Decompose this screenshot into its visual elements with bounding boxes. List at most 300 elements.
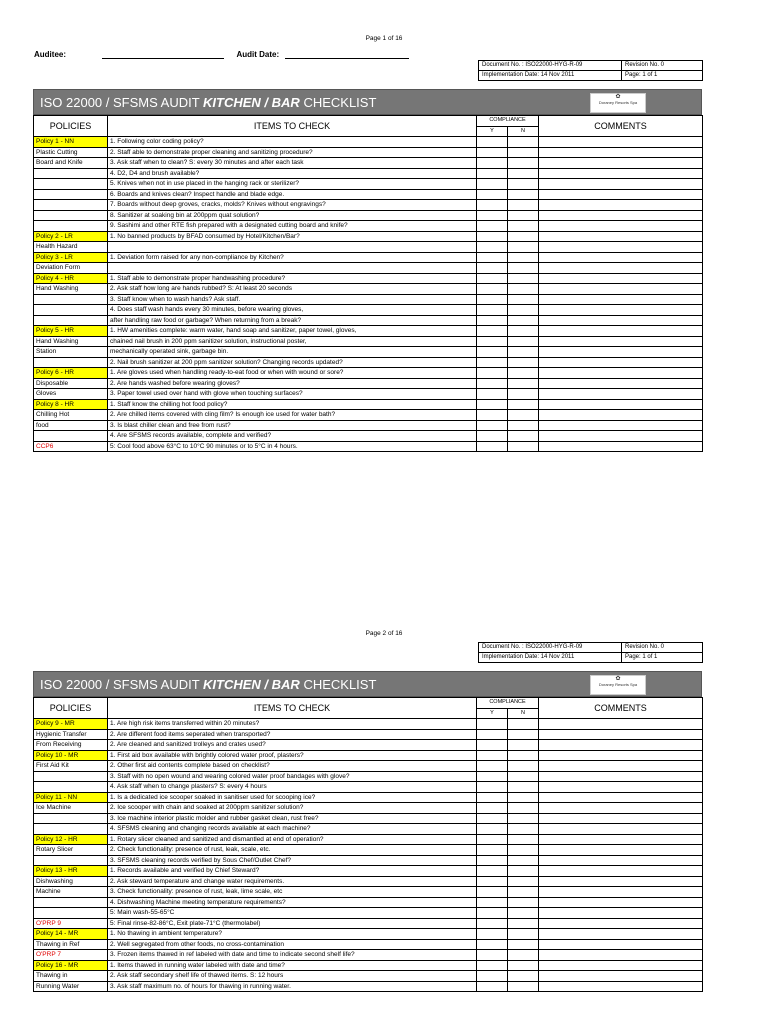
compliance-yes-cell[interactable] — [477, 981, 508, 992]
item-cell: mechanically operated sink, garbage bin. — [108, 347, 477, 358]
item-cell: 1. Deviation form raised for any non-compliance by Kitchen? — [108, 252, 477, 263]
compliance-no-cell[interactable] — [508, 441, 539, 452]
compliance-no-cell[interactable] — [508, 252, 539, 263]
compliance-no-cell[interactable] — [508, 897, 539, 908]
policy-cell: Machine — [34, 887, 108, 898]
compliance-no-cell[interactable] — [508, 929, 539, 940]
compliance-yes-cell[interactable] — [477, 950, 508, 961]
item-cell: 2. Well segregated from other foods, no cross-contamination — [108, 939, 477, 950]
comments-cell[interactable] — [539, 929, 703, 940]
item-cell: 2. Ask steward temperature and change water requirements. — [108, 876, 477, 887]
compliance-yes-cell[interactable] — [477, 399, 508, 410]
policy-cell — [34, 179, 108, 190]
compliance-no-cell[interactable] — [508, 326, 539, 337]
policy-cell — [34, 824, 108, 835]
compliance-no-cell[interactable] — [508, 368, 539, 379]
comments-cell[interactable] — [539, 792, 703, 803]
compliance-yes-cell[interactable] — [477, 719, 508, 730]
compliance-no-cell[interactable] — [508, 315, 539, 326]
item-cell: 2. Ice scooper with chain and soaked at 200ppm sanitizer solution? — [108, 803, 477, 814]
compliance-header: COMPLIANCE — [477, 116, 539, 127]
comments-cell[interactable] — [539, 855, 703, 866]
compliance-no-cell[interactable] — [508, 399, 539, 410]
comments-cell[interactable] — [539, 845, 703, 856]
comments-cell[interactable] — [539, 294, 703, 305]
compliance-yes-cell[interactable] — [477, 368, 508, 379]
compliance-yes-cell[interactable] — [477, 771, 508, 782]
hotel-logo: ✿ Doraney Resorts Spa — [590, 675, 646, 695]
comments-cell[interactable] — [539, 876, 703, 887]
title-part-c: CHECKLIST — [299, 95, 377, 110]
policy-cell: Board and Knife — [34, 158, 108, 169]
compliance-no-cell[interactable] — [508, 887, 539, 898]
compliance-yes-cell[interactable] — [477, 761, 508, 772]
comments-cell[interactable] — [539, 420, 703, 431]
compliance-no-cell[interactable] — [508, 263, 539, 274]
comments-cell[interactable] — [539, 981, 703, 992]
table-row — [34, 179, 703, 190]
comments-header: COMMENTS — [539, 698, 703, 719]
policy-cell: Policy 6 - HR — [34, 368, 108, 379]
item-cell: 2. Staff able to demonstrate proper cleaning and sanitizing procedure? — [108, 147, 477, 158]
compliance-yes-cell[interactable] — [477, 855, 508, 866]
yes-header: Y — [477, 708, 508, 719]
items-header: ITEMS TO CHECK — [108, 698, 477, 719]
policy-cell: Policy 13 - HR — [34, 866, 108, 877]
compliance-yes-cell[interactable] — [477, 221, 508, 232]
compliance-no-cell[interactable] — [508, 960, 539, 971]
compliance-no-cell[interactable] — [508, 855, 539, 866]
audit-date-field[interactable] — [285, 48, 409, 59]
item-cell: 1. Is a dedicated ice scooper soaked in sanitiser used for scooping ice? — [108, 792, 477, 803]
item-cell: 4. Ask staff when to change plasters? S: every 4 hours — [108, 782, 477, 793]
comments-cell[interactable] — [539, 729, 703, 740]
compliance-no-cell[interactable] — [508, 137, 539, 148]
compliance-no-cell[interactable] — [508, 389, 539, 400]
table-row — [34, 357, 703, 368]
compliance-no-cell[interactable] — [508, 168, 539, 179]
comments-cell[interactable] — [539, 908, 703, 919]
compliance-yes-cell[interactable] — [477, 887, 508, 898]
policy-cell: Ice Machine — [34, 803, 108, 814]
item-cell: 1. No thawing in ambient temperature? — [108, 929, 477, 940]
document-info-box — [478, 60, 703, 81]
compliance-yes-cell[interactable] — [477, 336, 508, 347]
compliance-yes-cell[interactable] — [477, 284, 508, 295]
comments-cell[interactable] — [539, 368, 703, 379]
comments-cell[interactable] — [539, 813, 703, 824]
item-cell: 2. Are hands washed before wearing gloves? — [108, 378, 477, 389]
policy-cell: Policy 14 - MR — [34, 929, 108, 940]
table-row — [34, 771, 703, 782]
compliance-yes-cell[interactable] — [477, 378, 508, 389]
compliance-no-cell[interactable] — [508, 200, 539, 211]
comments-cell[interactable] — [539, 782, 703, 793]
policy-cell: First Aid Kit — [34, 761, 108, 772]
document-number: Document No. : ISO22000-HYG-R-09 — [479, 61, 622, 71]
compliance-yes-cell[interactable] — [477, 315, 508, 326]
comments-cell[interactable] — [539, 918, 703, 929]
policy-cell: Hand Washing — [34, 284, 108, 295]
compliance-yes-cell[interactable] — [477, 242, 508, 253]
compliance-no-cell[interactable] — [508, 273, 539, 284]
comments-cell[interactable] — [539, 399, 703, 410]
compliance-yes-cell[interactable] — [477, 803, 508, 814]
compliance-no-cell[interactable] — [508, 918, 539, 929]
compliance-no-cell[interactable] — [508, 771, 539, 782]
policy-cell: Dishwashing — [34, 876, 108, 887]
compliance-yes-cell[interactable] — [477, 158, 508, 169]
comments-cell[interactable] — [539, 761, 703, 772]
compliance-yes-cell[interactable] — [477, 431, 508, 442]
compliance-yes-cell[interactable] — [477, 960, 508, 971]
comments-cell[interactable] — [539, 803, 703, 814]
item-cell: 4. SFSMS cleaning and changing records available at each machine? — [108, 824, 477, 835]
compliance-no-cell[interactable] — [508, 813, 539, 824]
item-cell: 1. Records available and verified by Chief Steward? — [108, 866, 477, 877]
policy-cell: Hand Washing — [34, 336, 108, 347]
policies-header: POLICIES — [34, 698, 108, 719]
policy-cell: Policy 4 - HR — [34, 273, 108, 284]
comments-cell[interactable] — [539, 719, 703, 730]
compliance-yes-cell[interactable] — [477, 210, 508, 221]
compliance-yes-cell[interactable] — [477, 929, 508, 940]
checklist-title — [33, 89, 702, 115]
page-of: Page: 1 of 1 — [622, 71, 703, 81]
compliance-no-cell[interactable] — [508, 357, 539, 368]
hotel-logo: ✿ Doraney Resorts Spa — [590, 93, 646, 113]
no-header: N — [508, 126, 539, 137]
table-row — [34, 221, 703, 232]
comments-cell[interactable] — [539, 939, 703, 950]
comments-cell[interactable] — [539, 740, 703, 751]
comments-cell[interactable] — [539, 866, 703, 877]
compliance-no-cell[interactable] — [508, 866, 539, 877]
compliance-no-cell[interactable] — [508, 305, 539, 316]
comments-cell[interactable] — [539, 179, 703, 190]
compliance-yes-cell[interactable] — [477, 750, 508, 761]
compliance-no-cell[interactable] — [508, 378, 539, 389]
item-cell: 7. Boards without deep groves, cracks, molds? Knives without engravings? — [108, 200, 477, 211]
policy-cell — [34, 315, 108, 326]
item-cell: 3. Ice machine interior plastic molder and rubber gasket clean, rust free? — [108, 813, 477, 824]
comments-cell[interactable] — [539, 971, 703, 982]
item-cell: 8. Sanitizer at soaking bin at 200ppm quat solution? — [108, 210, 477, 221]
implementation-date: Implementation Date: 14 Nov 2011 — [479, 71, 622, 81]
compliance-no-cell[interactable] — [508, 981, 539, 992]
compliance-yes-cell[interactable] — [477, 200, 508, 211]
comments-cell[interactable] — [539, 252, 703, 263]
compliance-no-cell[interactable] — [508, 729, 539, 740]
compliance-yes-cell[interactable] — [477, 729, 508, 740]
compliance-yes-cell[interactable] — [477, 252, 508, 263]
compliance-yes-cell[interactable] — [477, 813, 508, 824]
policy-cell: Policy 11 - NN — [34, 792, 108, 803]
item-cell: 1. First aid box available with brightly colored water proof, plasters? — [108, 750, 477, 761]
compliance-yes-cell[interactable] — [477, 834, 508, 845]
table-row — [34, 971, 703, 982]
compliance-yes-cell[interactable] — [477, 357, 508, 368]
table-row — [34, 137, 703, 148]
compliance-no-cell[interactable] — [508, 210, 539, 221]
comments-cell[interactable] — [539, 189, 703, 200]
item-cell: 2. Other first aid contents complete based on checklist? — [108, 761, 477, 772]
comments-cell[interactable] — [539, 441, 703, 452]
item-cell: 4. Does staff wash hands every 30 minutes, before wearing gloves, — [108, 305, 477, 316]
policy-cell: Policy 1 - NN — [34, 137, 108, 148]
policy-cell: Policy 9 - MR — [34, 719, 108, 730]
compliance-no-cell[interactable] — [508, 761, 539, 772]
compliance-no-cell[interactable] — [508, 792, 539, 803]
item-cell: after handling raw food or garbage? When returning from a break? — [108, 315, 477, 326]
compliance-yes-cell[interactable] — [477, 939, 508, 950]
compliance-yes-cell[interactable] — [477, 147, 508, 158]
compliance-yes-cell[interactable] — [477, 897, 508, 908]
item-cell: 9. Sashimi and other RTE fish prepared with a designated cutting board and knife? — [108, 221, 477, 232]
table-row — [34, 389, 703, 400]
item-cell — [108, 263, 477, 274]
compliance-no-cell[interactable] — [508, 347, 539, 358]
comments-cell[interactable] — [539, 137, 703, 148]
comments-cell[interactable] — [539, 158, 703, 169]
compliance-no-cell[interactable] — [508, 420, 539, 431]
table-row — [34, 284, 703, 295]
comments-cell[interactable] — [539, 347, 703, 358]
compliance-no-cell[interactable] — [508, 336, 539, 347]
comments-cell[interactable] — [539, 336, 703, 347]
item-cell: 1. Rotary slicer cleaned and sanitized and dismantled at end of operation? — [108, 834, 477, 845]
table-row — [34, 719, 703, 730]
item-cell: 6. Boards and knives clean? Inspect handle and blade edge. — [108, 189, 477, 200]
comments-cell[interactable] — [539, 410, 703, 421]
item-cell: 1. Following color coding policy? — [108, 137, 477, 148]
item-cell: 5: Main wash-55-65°C — [108, 908, 477, 919]
item-cell: 2. Are chilled items covered with cling film? Is enough ice used for water bath? — [108, 410, 477, 421]
table-row — [34, 782, 703, 793]
comments-cell[interactable] — [539, 284, 703, 295]
comments-cell[interactable] — [539, 231, 703, 242]
compliance-header: COMPLIANCE — [477, 698, 539, 709]
table-row — [34, 803, 703, 814]
compliance-no-cell[interactable] — [508, 294, 539, 305]
compliance-no-cell[interactable] — [508, 740, 539, 751]
compliance-no-cell[interactable] — [508, 431, 539, 442]
revision-number: Revision No. 0 — [622, 643, 703, 653]
compliance-yes-cell[interactable] — [477, 971, 508, 982]
compliance-no-cell[interactable] — [508, 834, 539, 845]
item-cell: 4. Dishwashing Machine meeting temperature requirements? — [108, 897, 477, 908]
comments-cell[interactable] — [539, 242, 703, 253]
compliance-no-cell[interactable] — [508, 803, 539, 814]
comments-cell[interactable] — [539, 897, 703, 908]
table-row — [34, 950, 703, 961]
compliance-no-cell[interactable] — [508, 950, 539, 961]
comments-cell[interactable] — [539, 378, 703, 389]
compliance-yes-cell[interactable] — [477, 876, 508, 887]
compliance-no-cell[interactable] — [508, 231, 539, 242]
compliance-yes-cell[interactable] — [477, 137, 508, 148]
checklist-table — [33, 697, 703, 992]
comments-cell[interactable] — [539, 771, 703, 782]
compliance-no-cell[interactable] — [508, 971, 539, 982]
item-cell: 3. Ask staff when to clean? S: every 30 minutes and after each task — [108, 158, 477, 169]
comments-header: COMMENTS — [539, 116, 703, 137]
title-part-b: KITCHEN / BAR — [203, 95, 300, 110]
table-row — [34, 399, 703, 410]
compliance-no-cell[interactable] — [508, 242, 539, 253]
compliance-yes-cell[interactable] — [477, 782, 508, 793]
compliance-no-cell[interactable] — [508, 939, 539, 950]
policy-cell — [34, 189, 108, 200]
comments-cell[interactable] — [539, 315, 703, 326]
compliance-yes-cell[interactable] — [477, 918, 508, 929]
table-row — [34, 431, 703, 442]
compliance-yes-cell[interactable] — [477, 294, 508, 305]
comments-cell[interactable] — [539, 263, 703, 274]
comments-cell[interactable] — [539, 389, 703, 400]
policy-cell: Chilling Hot — [34, 410, 108, 421]
comments-cell[interactable] — [539, 273, 703, 284]
compliance-yes-cell[interactable] — [477, 179, 508, 190]
compliance-yes-cell[interactable] — [477, 168, 508, 179]
compliance-yes-cell[interactable] — [477, 792, 508, 803]
table-row — [34, 824, 703, 835]
document-number: Document No. : ISO22000-HYG-R-09 — [479, 643, 622, 653]
compliance-yes-cell[interactable] — [477, 305, 508, 316]
compliance-yes-cell[interactable] — [477, 908, 508, 919]
policy-cell: Thawing in — [34, 971, 108, 982]
audit-date-label: Audit Date: — [236, 50, 280, 59]
item-cell: 3. Check functionality: presence of rust, leak, lime scale, etc — [108, 887, 477, 898]
compliance-no-cell[interactable] — [508, 782, 539, 793]
compliance-no-cell[interactable] — [508, 189, 539, 200]
compliance-yes-cell[interactable] — [477, 189, 508, 200]
compliance-no-cell[interactable] — [508, 284, 539, 295]
item-cell: 2. Ask staff how long are hands rubbed? S: At least 20 seconds — [108, 284, 477, 295]
item-cell: 3. Paper towel used over hand with glove when touching surfaces? — [108, 389, 477, 400]
item-cell — [108, 242, 477, 253]
table-row — [34, 210, 703, 221]
compliance-no-cell[interactable] — [508, 158, 539, 169]
item-cell: 2. Nail brush sanitizer at 200 ppm sanitizer solution? Changing records updated? — [108, 357, 477, 368]
item-cell: 1. Items thawed in running water labeled with date and time? — [108, 960, 477, 971]
policy-cell: Health Hazard — [34, 242, 108, 253]
table-row — [34, 242, 703, 253]
policy-cell: Station — [34, 347, 108, 358]
item-cell: 3. Staff know when to wash hands? Ask staff. — [108, 294, 477, 305]
comments-cell[interactable] — [539, 305, 703, 316]
table-row — [34, 158, 703, 169]
logo-text: Doraney Resorts Spa — [598, 100, 638, 105]
compliance-no-cell[interactable] — [508, 221, 539, 232]
comments-cell[interactable] — [539, 168, 703, 179]
table-row — [34, 252, 703, 263]
policy-cell — [34, 294, 108, 305]
comments-cell[interactable] — [539, 431, 703, 442]
table-row — [34, 378, 703, 389]
compliance-no-cell[interactable] — [508, 179, 539, 190]
compliance-no-cell[interactable] — [508, 824, 539, 835]
policy-cell — [34, 897, 108, 908]
compliance-no-cell[interactable] — [508, 147, 539, 158]
policy-cell: Thawing in Ref — [34, 939, 108, 950]
comments-cell[interactable] — [539, 326, 703, 337]
compliance-no-cell[interactable] — [508, 719, 539, 730]
compliance-yes-cell[interactable] — [477, 389, 508, 400]
table-row — [34, 729, 703, 740]
policy-cell — [34, 771, 108, 782]
policy-cell — [34, 200, 108, 211]
comments-cell[interactable] — [539, 950, 703, 961]
table-row — [34, 294, 703, 305]
table-row — [34, 420, 703, 431]
compliance-yes-cell[interactable] — [477, 410, 508, 421]
table-row — [34, 887, 703, 898]
compliance-no-cell[interactable] — [508, 908, 539, 919]
comments-cell[interactable] — [539, 834, 703, 845]
table-row — [34, 960, 703, 971]
policy-cell: From Receiving — [34, 740, 108, 751]
item-cell: 3. SFSMS cleaning records verified by Sous Chef/Outlet Chef? — [108, 855, 477, 866]
policy-cell: Policy 2 - LR — [34, 231, 108, 242]
comments-cell[interactable] — [539, 960, 703, 971]
comments-cell[interactable] — [539, 887, 703, 898]
compliance-yes-cell[interactable] — [477, 845, 508, 856]
comments-cell[interactable] — [539, 200, 703, 211]
compliance-no-cell[interactable] — [508, 845, 539, 856]
policy-cell — [34, 908, 108, 919]
compliance-yes-cell[interactable] — [477, 824, 508, 835]
policy-cell: Running Water — [34, 981, 108, 992]
item-cell: 5: Final rinse-82-86°C, Exit plate-71°C (thermolabel) — [108, 918, 477, 929]
policies-header: POLICIES — [34, 116, 108, 137]
title-part-b: KITCHEN / BAR — [203, 677, 300, 692]
compliance-yes-cell[interactable] — [477, 420, 508, 431]
title-part-c: CHECKLIST — [299, 677, 377, 692]
compliance-no-cell[interactable] — [508, 750, 539, 761]
compliance-no-cell[interactable] — [508, 410, 539, 421]
compliance-yes-cell[interactable] — [477, 273, 508, 284]
auditee-label: Auditee: — [34, 50, 66, 59]
compliance-yes-cell[interactable] — [477, 866, 508, 877]
policy-cell: Policy 10 - MR — [34, 750, 108, 761]
policy-cell — [34, 782, 108, 793]
compliance-yes-cell[interactable] — [477, 441, 508, 452]
compliance-yes-cell[interactable] — [477, 740, 508, 751]
auditee-field[interactable] — [102, 48, 224, 59]
table-row — [34, 740, 703, 751]
policy-cell: Disposable — [34, 378, 108, 389]
table-row — [34, 441, 703, 452]
comments-cell[interactable] — [539, 824, 703, 835]
comments-cell[interactable] — [539, 210, 703, 221]
compliance-yes-cell[interactable] — [477, 326, 508, 337]
comments-cell[interactable] — [539, 750, 703, 761]
comments-cell[interactable] — [539, 221, 703, 232]
compliance-yes-cell[interactable] — [477, 347, 508, 358]
table-row — [34, 876, 703, 887]
table-row — [34, 168, 703, 179]
compliance-yes-cell[interactable] — [477, 231, 508, 242]
item-cell: 1. Are high risk items transferred within 20 minutes? — [108, 719, 477, 730]
comments-cell[interactable] — [539, 357, 703, 368]
compliance-no-cell[interactable] — [508, 876, 539, 887]
compliance-yes-cell[interactable] — [477, 263, 508, 274]
policy-cell — [34, 357, 108, 368]
table-row — [34, 908, 703, 919]
policy-cell — [34, 305, 108, 316]
comments-cell[interactable] — [539, 147, 703, 158]
